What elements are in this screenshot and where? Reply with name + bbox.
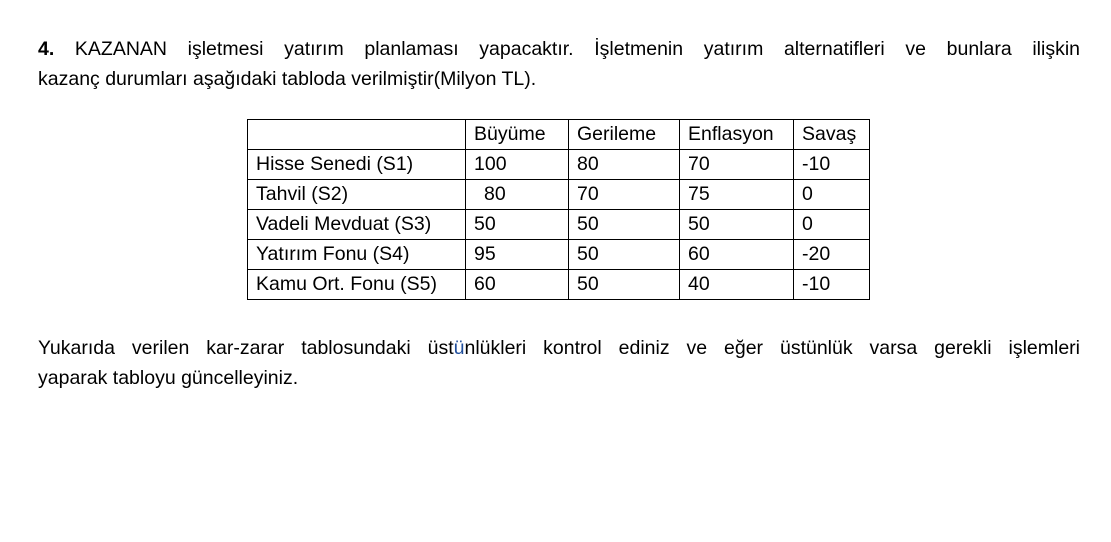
table-cell: 80 (569, 150, 680, 180)
question-line-2: kazanç durumları aşağıdaki tabloda verilmiştir(Milyon TL). (38, 68, 537, 90)
column-header-enflasyon: Enflasyon (680, 120, 794, 150)
row-label-s4: Yatırım Fonu (S4) (248, 240, 466, 270)
table-cell: 60 (466, 270, 569, 300)
table-row (248, 180, 870, 210)
column-header-buyume: Büyüme (466, 120, 569, 150)
table-cell: -20 (794, 240, 870, 270)
question-line-1-text: KAZANAN işletmesi yatırım planlaması yapacaktır. İşletmenin yatırım alternatifleri ve bunlara ilişkin (74, 38, 1080, 60)
table-cell: -10 (794, 270, 870, 300)
question-number: 4. (38, 38, 55, 60)
table-cell: 50 (680, 210, 794, 240)
instruction-line-1-end: nlükleri kontrol ediniz ve eğer üstünlük varsa gerekli işlemleri (464, 337, 1080, 359)
question-text (38, 34, 1080, 94)
table-row (248, 240, 870, 270)
table-cell: 50 (466, 210, 569, 240)
row-label-s3: Vadeli Mevduat (S3) (248, 210, 466, 240)
row-label-s1: Hisse Senedi (S1) (248, 150, 466, 180)
table-cell: 50 (569, 210, 680, 240)
row-label-s2: Tahvil (S2) (248, 180, 466, 210)
instruction-text (38, 333, 1080, 393)
table-row (248, 270, 870, 300)
table-header-row (248, 120, 870, 150)
table-cell: 80 (466, 180, 569, 210)
table-cell: 0 (794, 210, 870, 240)
table-row (248, 210, 870, 240)
instruction-line-2: yaparak tabloyu güncelleyiniz. (38, 367, 299, 389)
table-cell: 70 (680, 150, 794, 180)
table-cell: 60 (680, 240, 794, 270)
instruction-line-1-start: Yukarıda verilen kar-zarar tablosundaki üst (38, 337, 454, 359)
instruction-line-1 (38, 333, 1080, 363)
payoff-table (247, 119, 870, 300)
row-label-s5: Kamu Ort. Fonu (S5) (248, 270, 466, 300)
table-cell: 70 (569, 180, 680, 210)
table-cell: 50 (569, 270, 680, 300)
table-cell: 75 (680, 180, 794, 210)
text-cursor-highlight: ü (453, 337, 465, 359)
table-cell: 40 (680, 270, 794, 300)
table-cell: 100 (466, 150, 569, 180)
question-line-1 (38, 34, 1080, 64)
table-cell: 95 (466, 240, 569, 270)
column-header-gerileme: Gerileme (569, 120, 680, 150)
table-cell: 50 (569, 240, 680, 270)
table-cell: -10 (794, 150, 870, 180)
table-row (248, 150, 870, 180)
table-cell: 0 (794, 180, 870, 210)
table-corner-cell (248, 120, 466, 150)
column-header-savas: Savaş (794, 120, 870, 150)
